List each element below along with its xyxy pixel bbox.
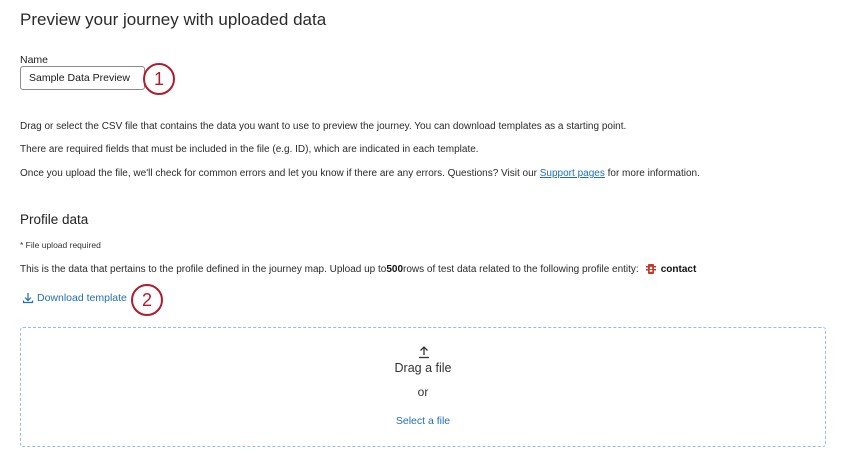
intro-line-1: Drag or select the CSV file that contains the data you want to use to preview the journey. You can download templates as a starting point. <box>20 121 627 132</box>
name-input[interactable] <box>20 66 145 90</box>
entity-name: contact <box>660 263 697 275</box>
or-label: or <box>417 385 429 399</box>
select-file-link[interactable]: Select a file <box>395 415 451 427</box>
download-template-label: Download template <box>37 292 127 304</box>
intro-line-3-text: Once you upload the file, we'll check for common errors and let you know if there are any errors. Questions? Visit our <box>20 168 540 179</box>
required-note: * File upload required <box>20 240 101 250</box>
file-dropzone[interactable] <box>20 327 826 447</box>
support-pages-link[interactable]: Support pages <box>539 168 605 179</box>
upload-icon <box>417 345 431 359</box>
contact-entity-icon <box>645 263 657 275</box>
intro-line-3 <box>20 168 700 179</box>
row-limit: 500 <box>386 263 404 275</box>
page-title: Preview your journey with uploaded data <box>20 10 327 29</box>
callout-badge-1: 1 <box>143 63 175 95</box>
download-icon <box>22 292 34 304</box>
drag-file-label: Drag a file <box>394 361 452 375</box>
intro-line-3-suffix: for more information. <box>604 168 700 179</box>
profile-data-heading: Profile data <box>20 212 89 227</box>
name-field-label: Name <box>20 54 49 66</box>
intro-line-2: There are required fields that must be included in the file (e.g. ID), which are indicated in each template. <box>20 144 479 155</box>
profile-desc-text: This is the data that pertains to the profile defined in the journey map. Upload up to <box>20 263 387 275</box>
profile-description <box>20 263 696 275</box>
profile-desc-suffix: rows of test data related to the following profile entity: <box>403 263 639 275</box>
callout-badge-2: 2 <box>131 284 163 316</box>
download-template-button[interactable] <box>22 292 127 304</box>
